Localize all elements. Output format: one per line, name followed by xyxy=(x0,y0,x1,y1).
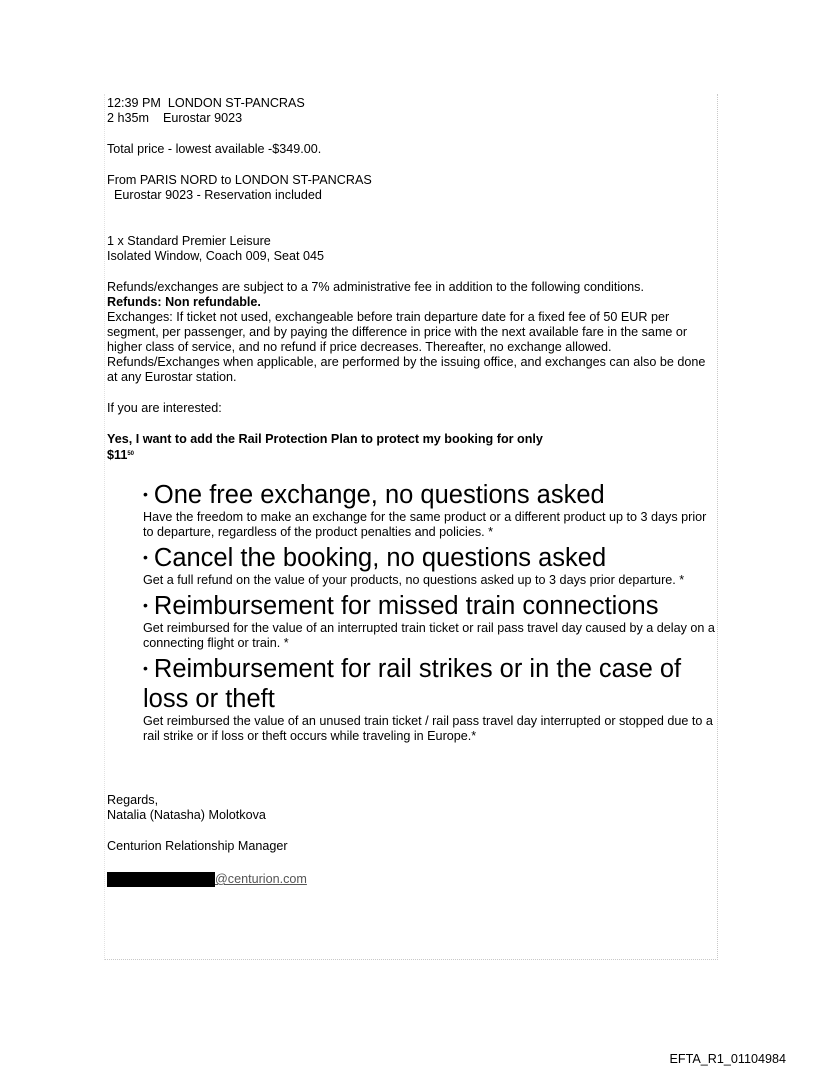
sender-title: Centurion Relationship Manager xyxy=(107,839,288,853)
email-link[interactable]: @centurion.com xyxy=(215,872,307,886)
exchanges-policy: Exchanges: If ticket not used, exchangeable before train departure date for a fixed fee of 50 EUR per segment, per passenger, and by paying the difference in price with the next available fare in the same or higher class of service, and no refund if price decreases. Thereafter, no exchange allowed. xyxy=(107,310,688,354)
benefit-description: Get reimbursed the value of an unused train ticket / rail pass travel day interrupted or stopped due to a rail strike or if loss or theft occurs while traveling in Europe.* xyxy=(143,714,713,743)
fee-note: Refunds/exchanges are subject to a 7% administrative fee in addition to the following conditions. xyxy=(107,280,644,294)
benefit-item xyxy=(143,542,715,588)
benefit-item xyxy=(143,653,715,744)
benefit-item xyxy=(143,590,715,651)
bullet-icon: • xyxy=(143,660,148,676)
benefit-description: Have the freedom to make an exchange for the same product or a different product up to 3 days prior to departure, regardless of the product penalties and policies. * xyxy=(143,510,707,539)
benefit-title: • Cancel the booking, no questions asked xyxy=(143,544,607,572)
benefit-description: Get a full refund on the value of your products, no questions asked up to 3 days prior departure. * xyxy=(143,573,685,587)
redaction-box xyxy=(107,872,215,887)
benefit-item xyxy=(143,479,715,540)
sender-name: Natalia (Natasha) Molotkova xyxy=(107,808,266,822)
benefit-title: • Reimbursement for missed train connections xyxy=(143,592,659,620)
train-reservation: Eurostar 9023 - Reservation included xyxy=(107,188,322,202)
duration-train-line: 2 h35m Eurostar 9023 xyxy=(107,111,243,125)
arrival-line: 12:39 PM LONDON ST-PANCRAS xyxy=(107,96,305,110)
bullet-icon: • xyxy=(143,549,148,565)
benefit-title: • One free exchange, no questions asked xyxy=(143,481,605,509)
closing: Regards, xyxy=(107,793,159,807)
document-id: EFTA_R1_01104984 xyxy=(669,1052,786,1066)
route-line: From PARIS NORD to LONDON ST-PANCRAS xyxy=(107,173,372,187)
total-price: Total price - lowest available -$349.00. xyxy=(107,142,322,156)
offer-intro: If you are interested: xyxy=(107,401,222,415)
refunds-policy: Refunds: Non refundable. xyxy=(107,295,261,309)
offer-price xyxy=(107,447,715,463)
email-body xyxy=(107,96,715,887)
offer-price-cents: 50 xyxy=(127,451,135,457)
offer-headline: Yes, I want to add the Rail Protection Plan to protect my booking for only xyxy=(107,432,543,446)
performed-by-note: Refunds/Exchanges when applicable, are performed by the issuing office, and exchanges can also be done at any Eurostar station. xyxy=(107,355,706,384)
benefits-list xyxy=(143,479,715,744)
signature-block xyxy=(107,793,715,887)
bullet-icon: • xyxy=(143,486,148,502)
bullet-icon: • xyxy=(143,597,148,613)
seat-info: Isolated Window, Coach 009, Seat 045 xyxy=(107,249,325,263)
ticket-class: 1 x Standard Premier Leisure xyxy=(107,234,271,248)
benefit-description: Get reimbursed for the value of an interrupted train ticket or rail pass travel day caused by a delay on a connecting flight or train. * xyxy=(143,621,715,650)
offer-price-main: $11 xyxy=(107,448,128,462)
benefit-title: • Reimbursement for rail strikes or in the case of loss or theft xyxy=(143,655,682,713)
email-row xyxy=(107,872,715,887)
